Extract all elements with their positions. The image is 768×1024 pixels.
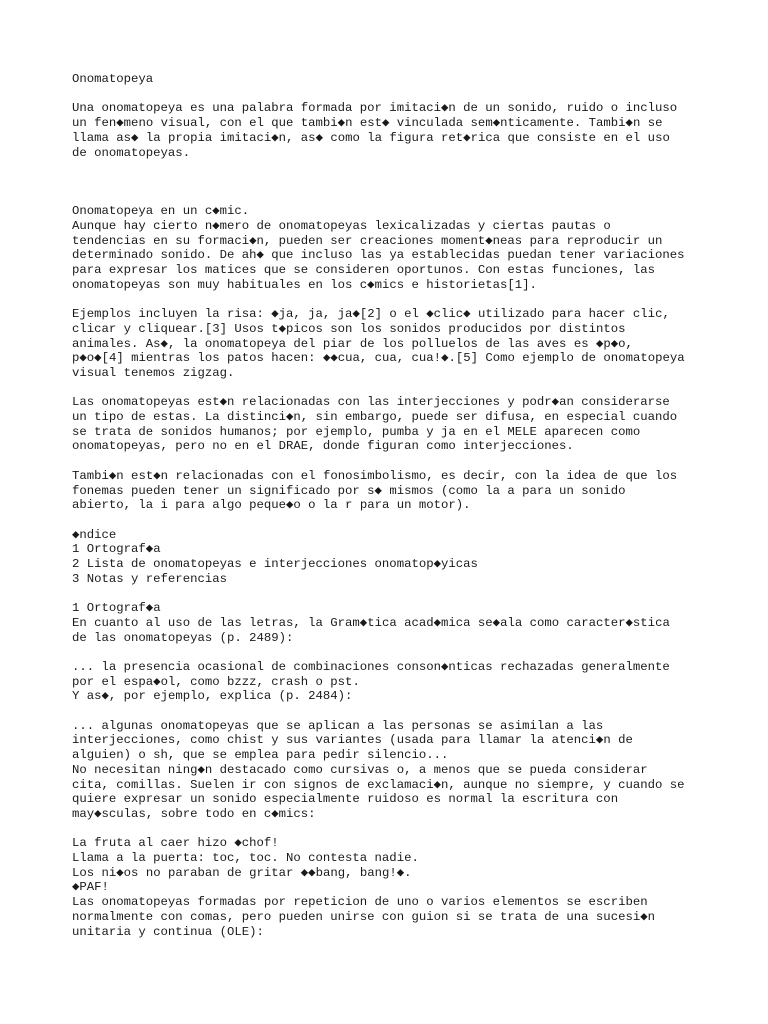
- text-line: un fen◆meno visual, con el que tambi◆n est◆ vinculada sem◆nticamente. Tambi◆n se: [72, 116, 663, 131]
- text-line: Aunque hay cierto n◆mero de onomatopeyas lexicalizadas y ciertas pautas o: [72, 218, 611, 233]
- text-paragraph: [72, 660, 728, 704]
- text-line: alguien) o sh, que se emplea para pedir silencio...: [72, 748, 449, 763]
- text-line: onomatopeyas, pero no en el DRAE, donde figuran como interjecciones.: [72, 439, 574, 454]
- text-paragraph: [72, 175, 728, 190]
- text-line: No necesitan ning◆n destacado como cursivas o, a menos que se pueda considerar: [72, 762, 648, 777]
- text-line: ◆PAF!: [72, 880, 109, 895]
- text-paragraph: [72, 836, 728, 939]
- text-line: Y as◆, por ejemplo, explica (p. 2484):: [72, 689, 353, 704]
- text-paragraph: [72, 528, 728, 587]
- text-line: quiere expresar un sonido especialmente ruidoso es normal la escritura con: [72, 792, 619, 807]
- text-paragraph: [72, 601, 728, 645]
- text-line: clicar y cliquear.[3] Usos t◆picos son los sonidos producidos por distintos: [72, 321, 626, 336]
- text-line: Tambi◆n est◆n relacionadas con el fonosimbolismo, es decir, con la idea de que los: [72, 468, 678, 483]
- text-line: Onomatopeya: [72, 72, 154, 86]
- text-line: determinado sonido. De ah◆ que incluso las ya establecidas puedan tener variaciones: [72, 248, 685, 263]
- text-line: Llama a la puerta: toc, toc. No contesta nadie.: [72, 851, 419, 866]
- text-line: ... algunas onomatopeyas que se aplican a las personas se asimilan a las: [72, 718, 604, 733]
- text-line: para expresar los matices que se consideren oportunos. Con estas funciones, las: [72, 263, 655, 278]
- text-paragraph: [72, 307, 728, 381]
- text-line: se trata de sonidos humanos; por ejemplo, pumba y ja en el MELE aparecen como: [72, 424, 641, 439]
- text-line: de onomatopeyas.: [72, 145, 191, 160]
- text-paragraph: [72, 204, 728, 292]
- text-line: abierto, la i para algo peque◆o o la r para un motor).: [72, 498, 471, 513]
- text-line: normalmente con comas, pero pueden unirse con guion si se trata de una sucesi◆n: [72, 909, 655, 924]
- text-line: animales. As◆, la onomatopeya del piar de los polluelos de las aves es ◆p◆o,: [72, 336, 633, 351]
- document-title: [72, 72, 728, 87]
- text-line: llama as◆ la propia imitaci◆n, as◆ como la figura ret◆rica que consiste en el uso: [72, 130, 670, 145]
- text-line: visual tenemos zigzag.: [72, 365, 235, 380]
- text-line: Las onomatopeyas est◆n relacionadas con las interjecciones y podr◆an considerarse: [72, 395, 670, 410]
- text-paragraph: [72, 101, 728, 160]
- text-line: cita, comillas. Suelen ir con signos de exclamaci◆n, aunque no siempre, y cuando se: [72, 777, 685, 792]
- text-line: Los ni◆os no paraban de gritar ◆◆bang, bang!◆.: [72, 865, 412, 880]
- text-line: p◆o◆[4] mientras los patos hacen: ◆◆cua, cua, cua!◆.[5] Como ejemplo de onomatopeya: [72, 351, 685, 366]
- text-line: 3 Notas y referencias: [72, 571, 227, 586]
- text-line: Ejemplos incluyen la risa: ◆ja, ja, ja◆[2] o el ◆clic◆ utilizado para hacer clic,: [72, 307, 670, 322]
- text-line: por el espa◆ol, como bzzz, crash o pst.: [72, 674, 360, 689]
- text-line: Las onomatopeyas formadas por repeticion de uno o varios elementos se escriben: [72, 895, 648, 910]
- text-line: Onomatopeya en un c◆mic.: [72, 204, 250, 219]
- text-line: 2 Lista de onomatopeyas e interjecciones onomatop◆yicas: [72, 557, 478, 572]
- text-line: tendencias en su formaci◆n, pueden ser creaciones moment◆neas para reproducir un: [72, 233, 663, 248]
- text-line: [72, 175, 728, 190]
- text-line: En cuanto al uso de las letras, la Gram◆tica acad◆mica se◆ala como caracter◆stica: [72, 615, 670, 630]
- text-line: ◆ndice: [72, 527, 117, 542]
- text-line: 1 Ortograf◆a: [72, 601, 161, 616]
- text-paragraph: [72, 719, 728, 822]
- text-line: ... la presencia ocasional de combinaciones conson◆nticas rechazadas generalmente: [72, 659, 670, 674]
- text-line: de las onomatopeyas (p. 2489):: [72, 630, 294, 645]
- text-line: Una onomatopeya es una palabra formada por imitaci◆n de un sonido, ruido o incluso: [72, 101, 678, 116]
- text-line: interjecciones, como chist y sus variantes (usada para llamar la atenci◆n de: [72, 733, 633, 748]
- text-paragraph: [72, 395, 728, 454]
- text-paragraph: [72, 469, 728, 513]
- text-line: onomatopeyas son muy habituales en los c◆mics e historietas[1].: [72, 277, 537, 292]
- text-line: La fruta al caer hizo ◆chof!: [72, 836, 279, 851]
- text-line: 1 Ortograf◆a: [72, 542, 161, 557]
- text-line: may◆sculas, sobre todo en c◆mics:: [72, 806, 316, 821]
- text-line: fonemas pueden tener un significado por s◆ mismos (como la a para un sonido: [72, 483, 626, 498]
- text-line: unitaria y continua (OLE):: [72, 924, 264, 939]
- text-line: un tipo de estas. La distinci◆n, sin embargo, puede ser difusa, en especial cuando: [72, 410, 678, 425]
